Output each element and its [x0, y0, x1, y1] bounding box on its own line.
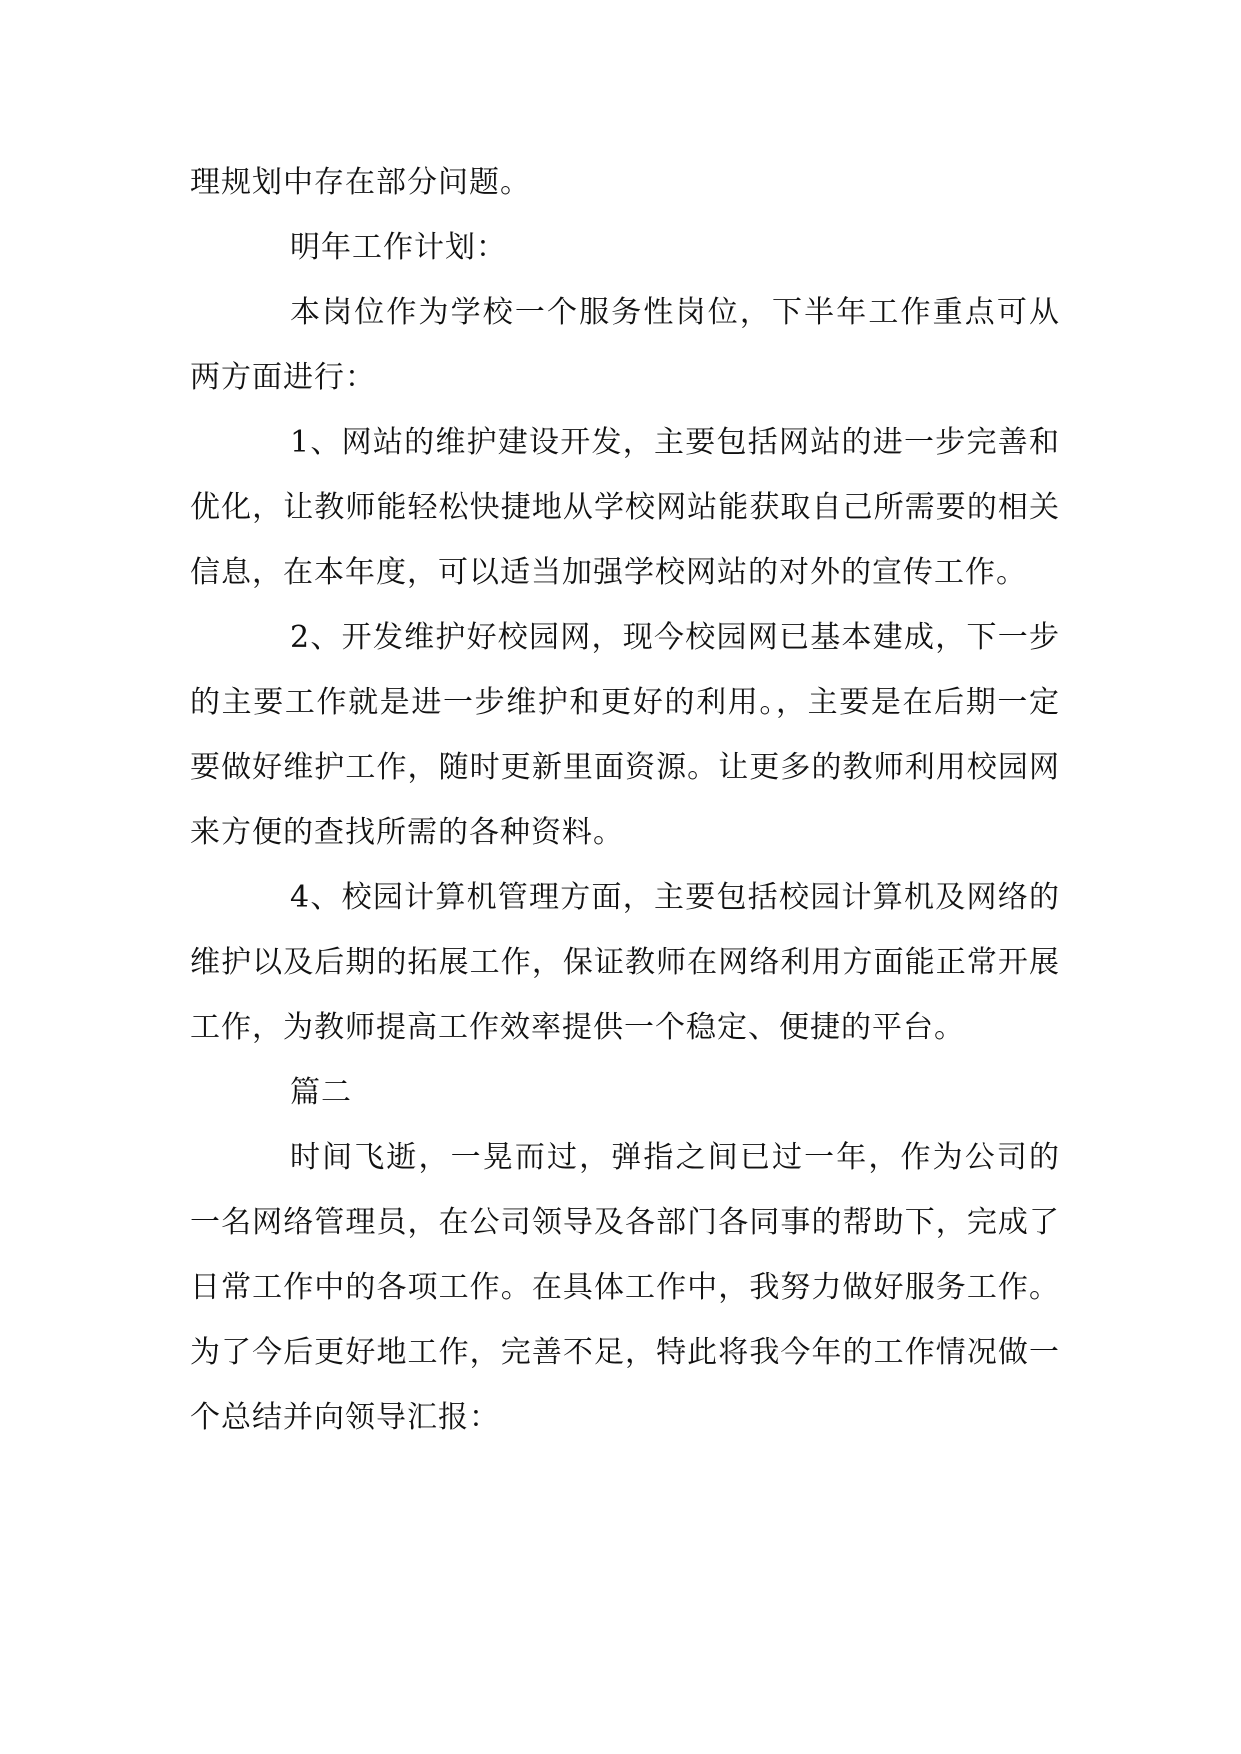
paragraph-plan-heading: 明年工作计划：: [290, 230, 507, 265]
paragraph-continuation: 理规划中存在部分问题。: [190, 165, 531, 200]
paragraph-plan-intro: 本岗位作为学校一个服务性岗位，下半年工作重点可从两方面进行：: [190, 295, 1060, 395]
document-body: [190, 150, 1060, 1450]
paragraph-item-4: 4、校园计算机管理方面，主要包括校园计算机及网络的维护以及后期的拓展工作，保证教师在网络利用方面能正常开展工作，为教师提高工作效率提供一个稳定、便捷的平台。: [190, 880, 1060, 1045]
paragraph-part-two-intro: 时间飞逝，一晃而过，弹指之间已过一年，作为公司的一名网络管理员，在公司领导及各部门各同事的帮助下，完成了日常工作中的各项工作。在具体工作中，我努力做好服务工作。为了今后更好地工作，完善不足，特此将我今年的工作情况做一个总结并向领导汇报：: [190, 1140, 1060, 1435]
section-heading-part-two: 篇二: [290, 1075, 352, 1110]
paragraph-item-1: 1、网站的维护建设开发，主要包括网站的进一步完善和优化，让教师能轻松快捷地从学校网站能获取自己所需要的相关信息，在本年度，可以适当加强学校网站的对外的宣传工作。: [190, 425, 1060, 590]
paragraph-item-2: 2、开发维护好校园网，现今校园网已基本建成，下一步的主要工作就是进一步维护和更好的利用。，主要是在后期一定要做好维护工作，随时更新里面资源。让更多的教师利用校园网来方便的查找所需的各种资料。: [190, 620, 1060, 850]
